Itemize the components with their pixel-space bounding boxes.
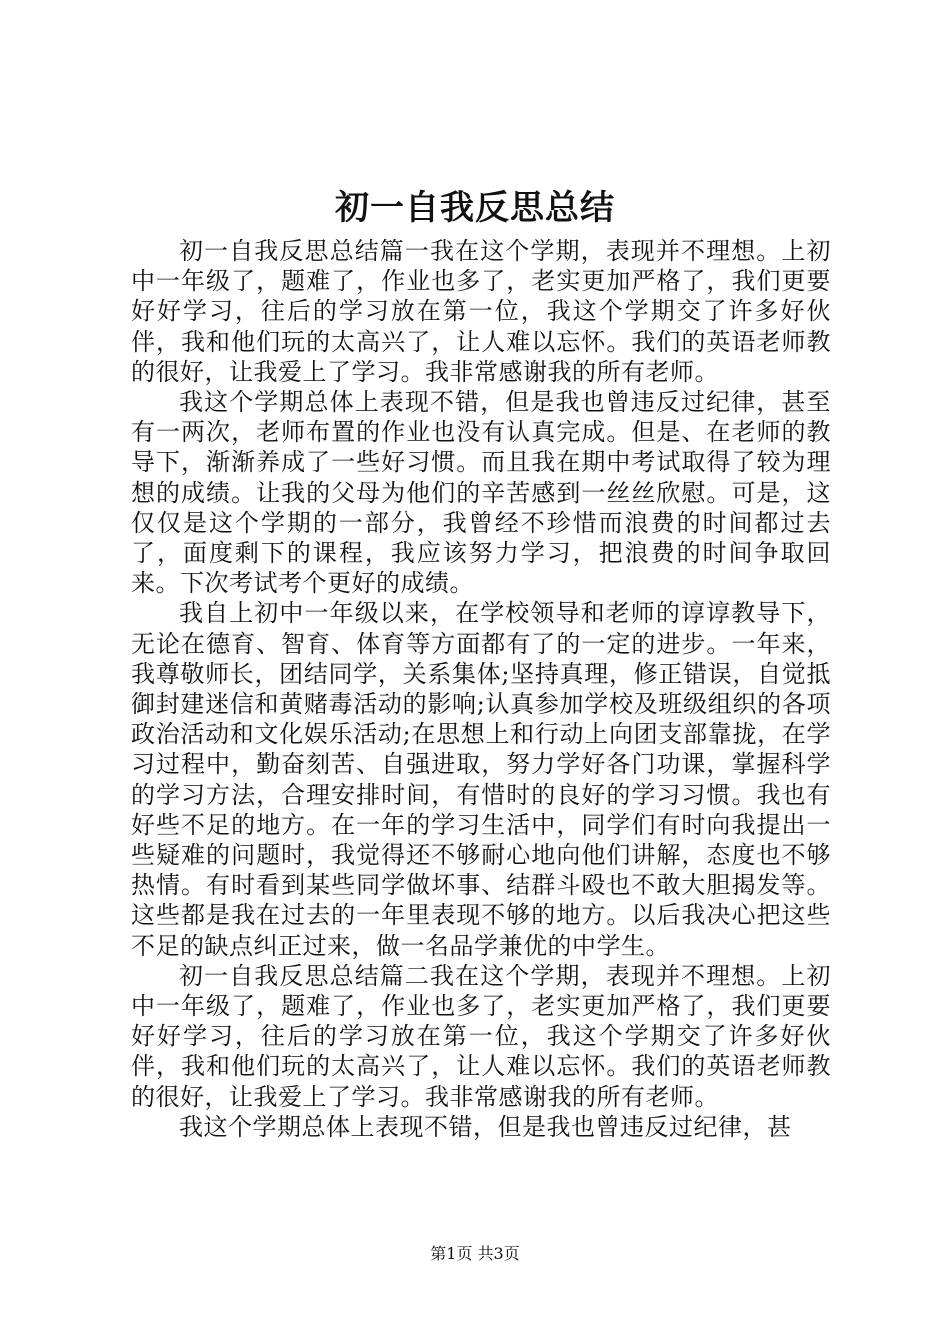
- paragraph: 初一自我反思总结篇一我在这个学期，表现并不理想。上初中一年级了，题难了，作业也多了，老实更加严格了，我们更要好好学习，往后的学习放在第一位，我这个学期交了许多好伙伴，我和他们玩的太高兴了，让人难以忘怀。我们的英语老师教的很好，让我爱上了学习。我非常感谢我的所有老师。: [131, 237, 831, 386]
- paragraph: 初一自我反思总结篇二我在这个学期，表现并不理想。上初中一年级了，题难了，作业也多了，老实更加严格了，我们更要好好学习，往后的学习放在第一位，我这个学期交了许多好伙伴，我和他们玩的太高兴了，让人难以忘怀。我们的英语老师教的很好，让我爱上了学习。我非常感谢我的所有老师。: [131, 961, 831, 1111]
- document-title: 初一自我反思总结: [335, 188, 615, 228]
- paragraph: 我这个学期总体上表现不错，但是我也曾违反过纪律，甚: [179, 1112, 792, 1141]
- paragraph: 我这个学期总体上表现不错，但是我也曾违反过纪律，甚至有一两次，老师布置的作业也没有认真完成。但是、在老师的教导下，渐渐养成了一些好习惯。而且我在期中考试取得了较为理想的成绩。让我的父母为他们的辛苦感到一丝丝欣慰。可是，这仅仅是这个学期的一部分，我曾经不珍惜而浪费的时间都过去了，面度剩下的课程，我应该努力学习，把浪费的时间争取回来。下次考试考个更好的成绩。: [131, 388, 831, 598]
- page-number-footer: 第1页 共3页: [430, 1244, 520, 1263]
- paragraph: 我自上初中一年级以来，在学校领导和老师的谆谆教导下，无论在德育、智育、体育等方面都有了的一定的进步。一年来，我尊敬师长，团结同学，关系集体;坚持真理，修正错误，自觉抵御封建迷信和黄赌毒活动的影响;认真参加学校及班级组织的各项政治活动和文化娱乐活动;在思想上和行动上向团支部靠拢，在学习过程中，勤奋刻苦、自强进取，努力学好各门功课，掌握科学的学习方法，合理安排时间，有惜时的良好的学习习惯。我也有好些不足的地方。在一年的学习生活中，同学们有时向我提出一些疑难的问题时，我觉得还不够耐心地向他们讲解，态度也不够热情。有时看到某些同学做坏事、结群斗殴也不敢大胆揭发等。这些都是我在过去的一年里表现不够的地方。以后我决心把这些不足的缺点纠正过来，做一名品学兼优的中学生。: [131, 599, 831, 960]
- document-body: [131, 236, 831, 1142]
